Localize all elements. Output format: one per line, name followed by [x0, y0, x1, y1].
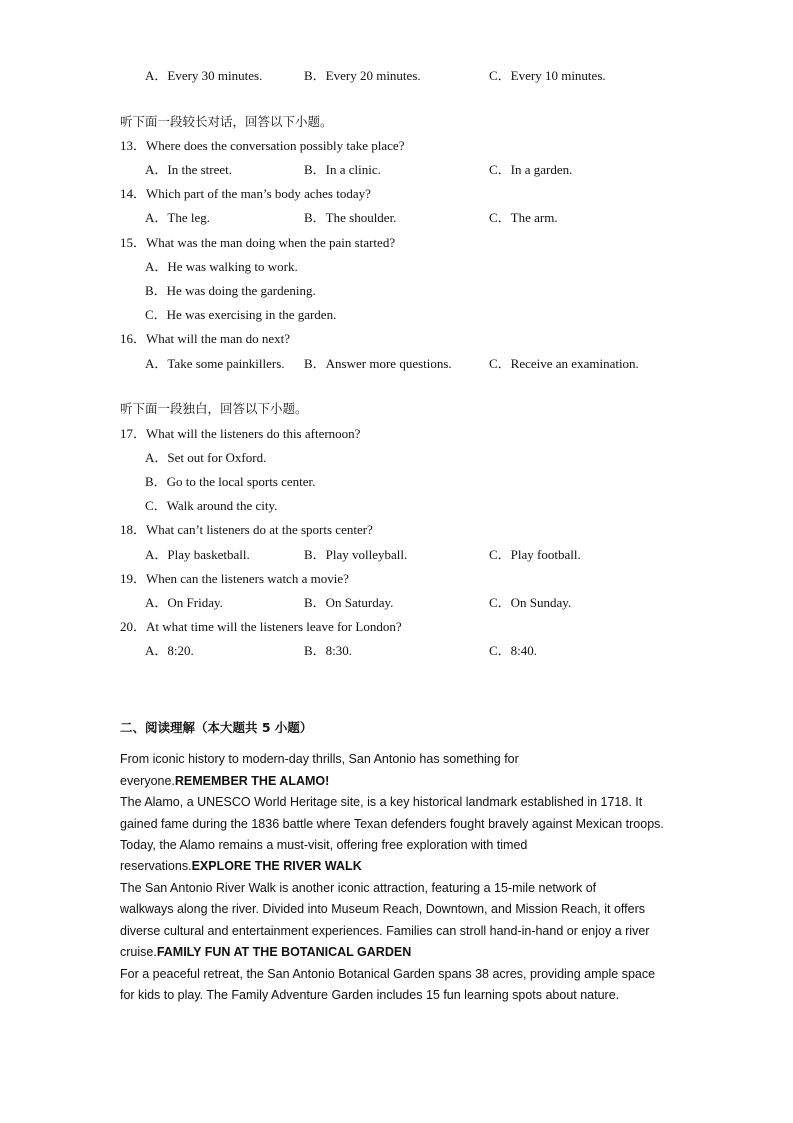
q20-option-b: B．8:30.	[304, 643, 353, 658]
heading-river-walk: EXPLORE THE RIVER WALK	[191, 859, 362, 873]
alamo-line-1: The Alamo, a UNESCO World Heritage site, is a key historical landmark established in 1718. It	[120, 795, 643, 809]
q16-option-b: B．Answer more questions.	[304, 356, 452, 371]
q14-option-a: A．The leg.	[145, 210, 210, 225]
q19-option-a: A．On Friday.	[145, 595, 223, 610]
q17-question: 17．What will the listeners do this afternoon?	[120, 426, 361, 441]
q15-question: 15．What was the man doing when the pain started?	[120, 235, 396, 250]
river-end: cruise.	[120, 945, 157, 959]
reading-section-title: 二、阅读理解（本大题共 5 小题）	[120, 720, 313, 735]
q14-option-b: B．The shoulder.	[304, 210, 397, 225]
heading-botanical-garden: FAMILY FUN AT THE BOTANICAL GARDEN	[156, 945, 412, 959]
dialogue-section-header: 听下面一段较长对话，回答以下小题。	[120, 114, 333, 129]
river-line-2: walkways along the river. Divided into Museum Reach, Downtown, and Mission Reach, it offers	[120, 902, 646, 916]
q18-question: 18．What can’t listeners do at the sports center?	[120, 522, 373, 537]
alamo-line-3: Today, the Alamo remains a must-visit, offering free exploration with timed	[120, 838, 528, 852]
q13-option-c: C．In a garden.	[489, 162, 573, 177]
monologue-section-header: 听下面一段独白，回答以下小题。	[120, 401, 308, 416]
q20-option-a: A．8:20.	[145, 643, 194, 658]
q18-option-c: C．Play football.	[489, 547, 581, 562]
q15-option-a: A．He was walking to work.	[145, 259, 298, 274]
q12-option-a: A．Every 30 minutes.	[145, 68, 263, 83]
garden-line-1: For a peaceful retreat, the San Antonio Botanical Garden spans 38 acres, providing ample space	[120, 967, 656, 981]
garden-line-2: for kids to play. The Family Adventure Garden includes 15 fun learning spots about nature.	[120, 988, 620, 1002]
q14-question: 14．Which part of the man’s body aches today?	[120, 186, 371, 201]
q13-option-a: A．In the street.	[145, 162, 233, 177]
q15-option-c: C．He was exercising in the garden.	[145, 307, 337, 322]
river-line-4	[120, 944, 411, 960]
q19-option-b: B．On Saturday.	[304, 595, 394, 610]
q13-question: 13．Where does the conversation possibly take place?	[120, 138, 405, 153]
q15-option-b: B．He was doing the gardening.	[145, 283, 316, 298]
passage-intro-end: everyone.	[120, 774, 175, 788]
q20-question: 20．At what time will the listeners leave for London?	[120, 619, 402, 634]
q16-question: 16．What will the man do next?	[120, 331, 291, 346]
river-line-1: The San Antonio River Walk is another iconic attraction, featuring a 15-mile network of	[120, 881, 597, 895]
q17-option-c: C．Walk around the city.	[145, 498, 278, 513]
q18-option-a: A．Play basketball.	[145, 547, 250, 562]
q19-question: 19．When can the listeners watch a movie?	[120, 571, 349, 586]
heading-alamo: REMEMBER THE ALAMO!	[174, 774, 330, 788]
river-line-3: diverse cultural and entertainment experiences. Families can stroll hand-in-hand or enjoy a river	[120, 924, 650, 938]
q12-option-c: C．Every 10 minutes.	[489, 68, 606, 83]
alamo-line-4	[120, 858, 362, 874]
q19-option-c: C．On Sunday.	[489, 595, 572, 610]
q17-option-a: A．Set out for Oxford.	[145, 450, 267, 465]
alamo-end: reservations.	[120, 859, 192, 873]
q13-option-b: B．In a clinic.	[304, 162, 381, 177]
q16-option-a: A．Take some painkillers.	[145, 356, 285, 371]
q20-option-c: C．8:40.	[489, 643, 538, 658]
q14-option-c: C．The arm.	[489, 210, 558, 225]
alamo-line-2: gained fame during the 1836 battle where Texan defenders fought bravely against Mexican troops.	[120, 817, 664, 831]
q16-option-c: C．Receive an examination.	[489, 356, 639, 371]
passage-intro-line-2	[120, 773, 329, 789]
q17-option-b: B．Go to the local sports center.	[145, 474, 316, 489]
q12-option-b: B．Every 20 minutes.	[304, 68, 421, 83]
q18-option-b: B．Play volleyball.	[304, 547, 408, 562]
passage-intro-line-1: From iconic history to modern-day thrills, San Antonio has something for	[120, 752, 519, 766]
